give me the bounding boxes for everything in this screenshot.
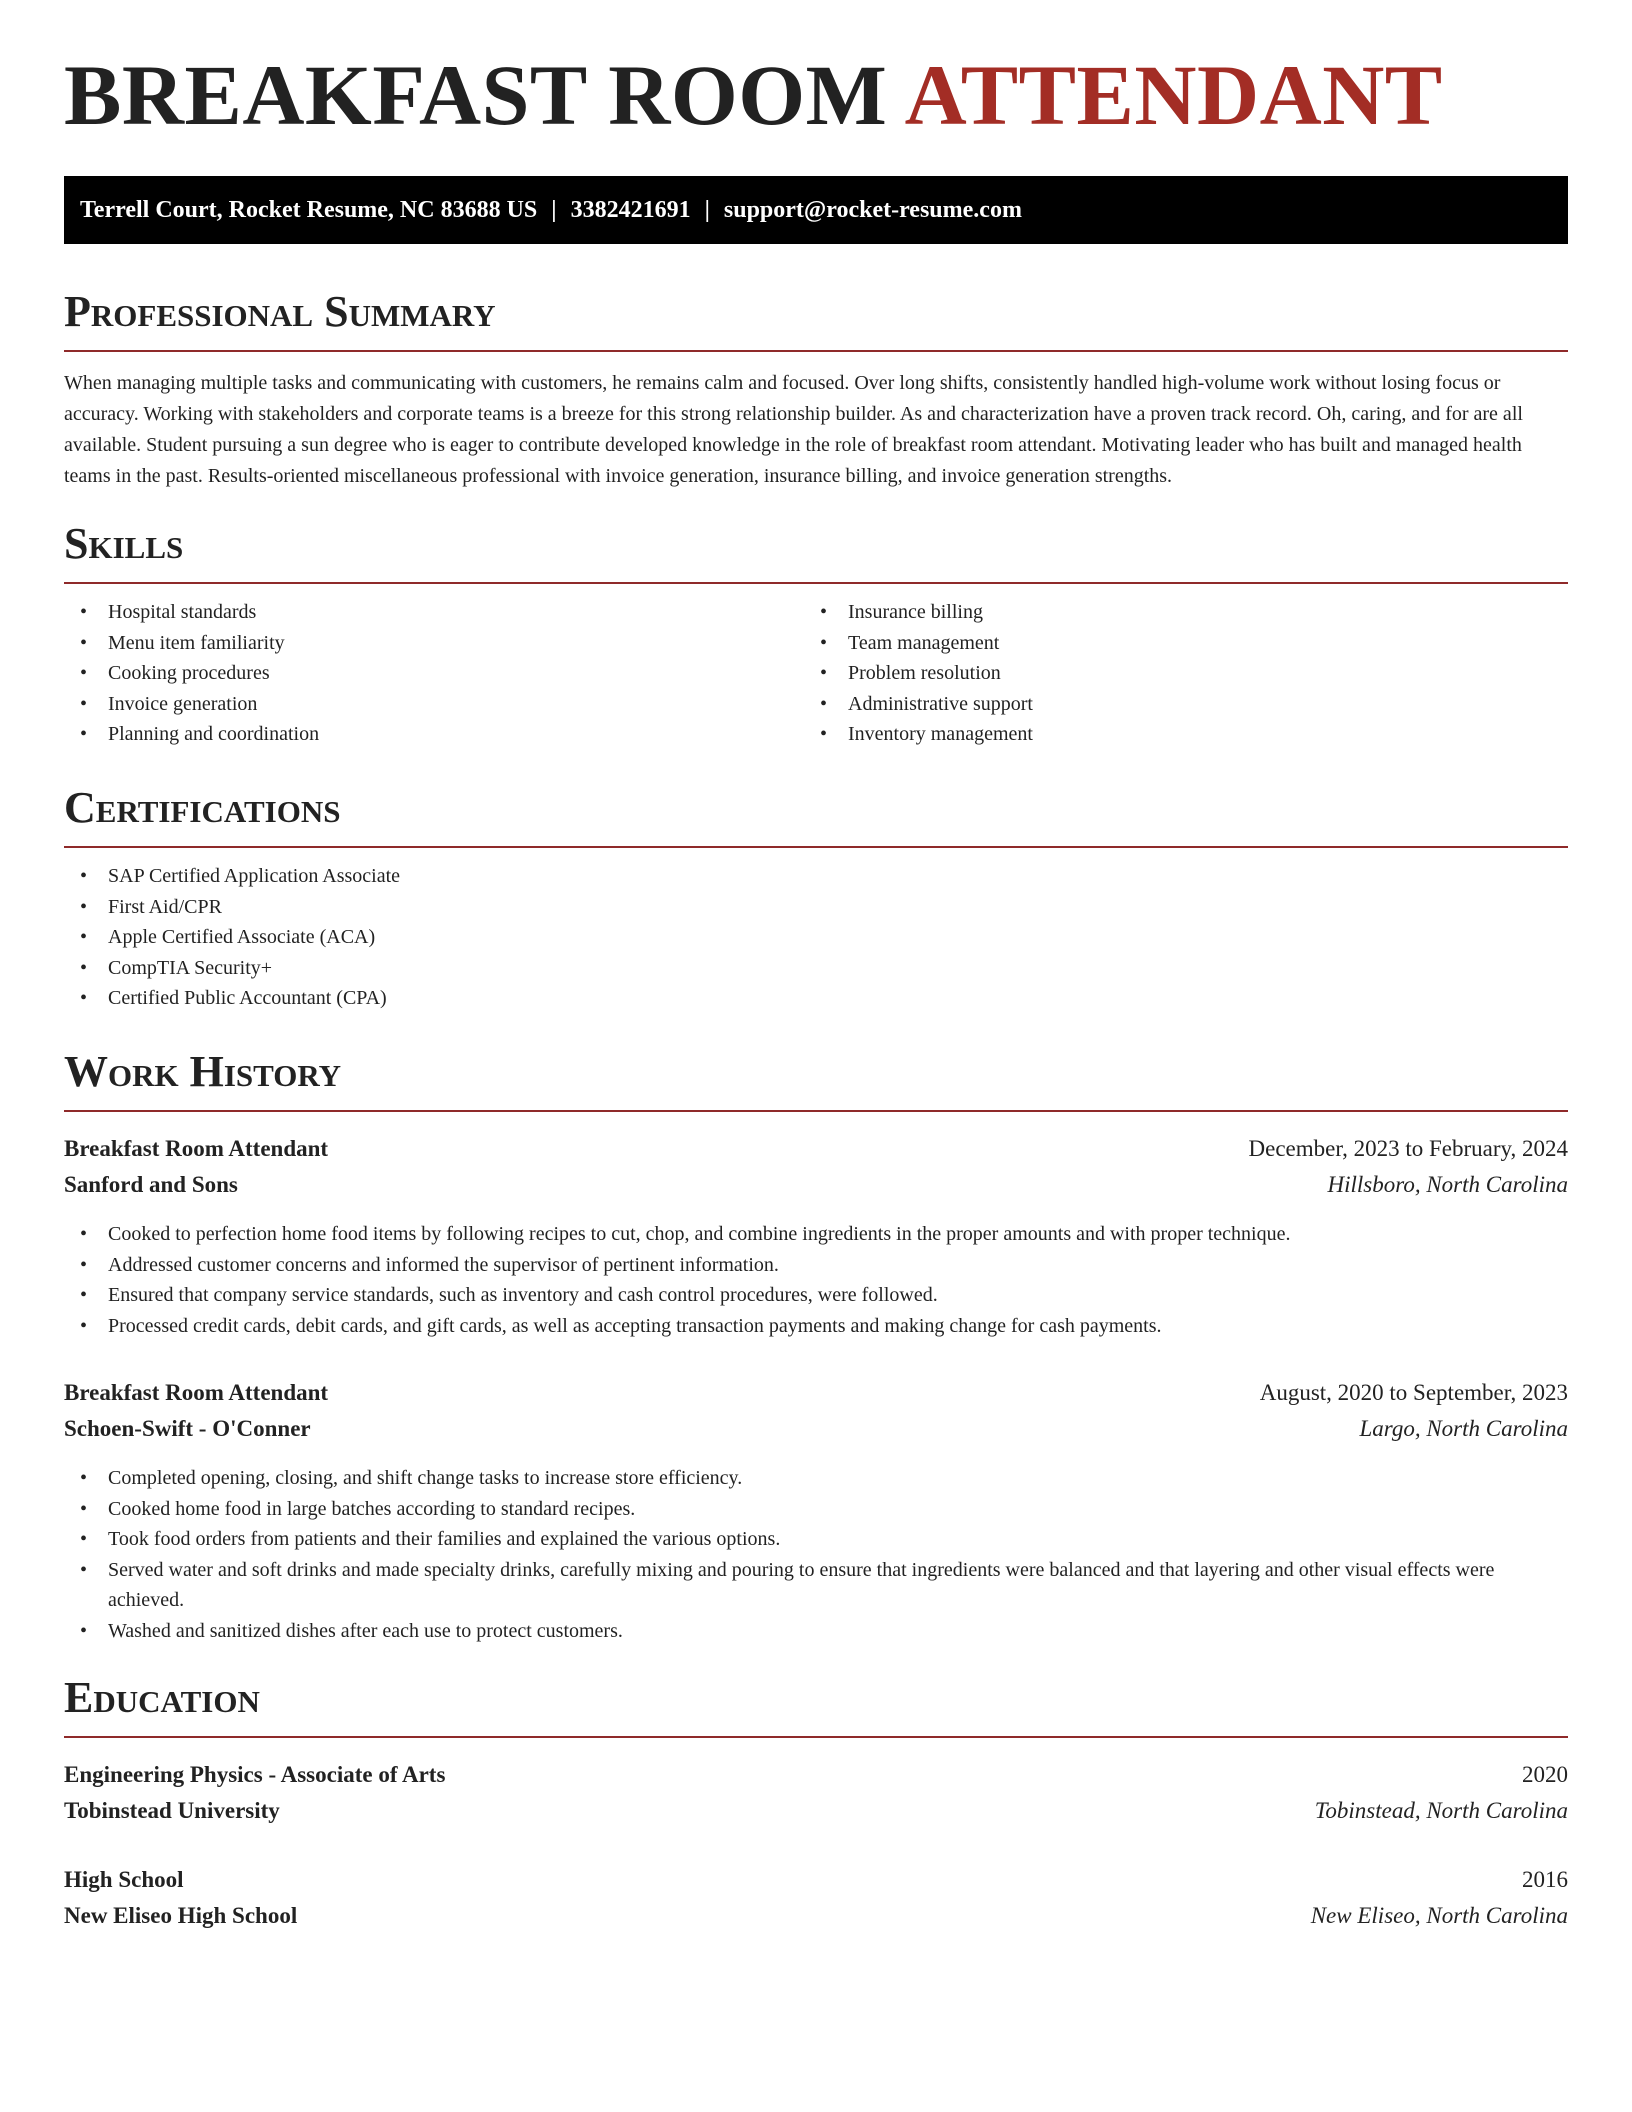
work-history-heading: Work History	[64, 1050, 1568, 1112]
summary-text: When managing multiple tasks and communicating with customers, he remains calm and focused. Over long shifts, consistently handled high-volume work without losing focus or accuracy. Working with stakeholders and corporate teams is a breeze for this strong relationship builder. As and characterization have a proven track record. Oh, caring, and for are all available. Student pursuing a sun degree who is eager to contribute developed knowledge in the role of breakfast room attendant. Motivating leader who has built and managed health teams in the past. Results-oriented miscellaneous professional with invoice generation, insurance billing, and invoice generation strengths.	[64, 372, 1523, 487]
job-role: Breakfast Room Attendant	[64, 1380, 329, 1405]
education-school-row	[64, 1901, 1568, 1931]
job-bullet: • Washed and sanitized dishes after each use to protect customers.	[64, 1616, 1568, 1647]
job-company: Sanford and Sons	[64, 1172, 238, 1197]
job-role: Breakfast Room Attendant	[64, 1136, 329, 1161]
skill-item: • Cooking procedures	[64, 658, 784, 689]
job-bullet: • Addressed customer concerns and informed the supervisor of pertinent information.	[64, 1250, 1568, 1281]
certification-item: • Apple Certified Associate (ACA)	[64, 922, 1568, 953]
contact-address: Terrell Court, Rocket Resume, NC 83688 US	[80, 197, 538, 223]
education-header	[64, 1865, 1568, 1895]
education-heading: Education	[64, 1676, 1568, 1738]
job-bullet: • Cooked home food in large batches according to standard recipes.	[64, 1494, 1568, 1525]
summary-heading: Professional Summary	[64, 290, 1568, 352]
skills-heading: Skills	[64, 522, 1568, 584]
job-bullets	[64, 1463, 1568, 1646]
education-degree: Engineering Physics - Associate of Arts	[64, 1762, 446, 1787]
education-header	[64, 1760, 1568, 1790]
job-header	[64, 1134, 1568, 1164]
education-degree: High School	[64, 1867, 184, 1892]
contact-separator: |	[704, 197, 710, 223]
certification-item: • Certified Public Accountant (CPA)	[64, 983, 1568, 1014]
certification-item: • CompTIA Security+	[64, 953, 1568, 984]
job-location: Largo, North Carolina	[1359, 1416, 1568, 1441]
certifications-heading: Certifications	[64, 786, 1568, 848]
job-dates: August, 2020 to September, 2023	[1259, 1380, 1568, 1405]
contact-separator: |	[551, 197, 557, 223]
certification-item: • First Aid/CPR	[64, 892, 1568, 923]
education-location: Tobinstead, North Carolina	[1314, 1798, 1568, 1823]
education-year: 2016	[1522, 1867, 1568, 1892]
skills-list-left	[64, 597, 784, 750]
contact-email: support@rocket-resume.com	[723, 197, 1022, 223]
education-location: New Eliseo, North Carolina	[1310, 1903, 1568, 1928]
job-bullet: • Served water and soft drinks and made specialty drinks, carefully mixing and pouring to ensure that ingredients were balanced and that layering and other visual effects were achieved.	[64, 1555, 1568, 1616]
skill-item: • Menu item familiarity	[64, 628, 784, 659]
skill-item: • Administrative support	[804, 689, 1564, 720]
skill-item: • Planning and coordination	[64, 719, 784, 750]
education-year: 2020	[1522, 1762, 1568, 1787]
job-header	[64, 1378, 1568, 1408]
title-second-part: ATTENDANT	[904, 47, 1443, 143]
contact-phone: 3382421691	[570, 197, 691, 223]
job-bullet: • Ensured that company service standards, such as inventory and cash control procedures, were followed.	[64, 1280, 1568, 1311]
job-company: Schoen-Swift - O'Conner	[64, 1416, 311, 1441]
job-bullets	[64, 1219, 1568, 1341]
skill-item: • Hospital standards	[64, 597, 784, 628]
job-bullet: • Completed opening, closing, and shift change tasks to increase store efficiency.	[64, 1463, 1568, 1494]
skill-item: • Team management	[804, 628, 1564, 659]
job-bullet: • Took food orders from patients and their families and explained the various options.	[64, 1524, 1568, 1555]
contact-bar	[64, 176, 1568, 244]
certification-item: • SAP Certified Application Associate	[64, 861, 1568, 892]
skill-item: • Invoice generation	[64, 689, 784, 720]
resume-title	[64, 47, 1443, 143]
education-school: Tobinstead University	[64, 1798, 280, 1823]
skill-item: • Inventory management	[804, 719, 1564, 750]
certifications-list	[64, 861, 1568, 1014]
job-bullet: • Processed credit cards, debit cards, and gift cards, as well as accepting transaction payments and making change for cash payments.	[64, 1311, 1568, 1342]
job-location: Hillsboro, North Carolina	[1327, 1172, 1568, 1197]
title-first-part: BREAKFAST ROOM	[64, 47, 888, 143]
education-school: New Eliseo High School	[64, 1903, 298, 1928]
education-school-row	[64, 1796, 1568, 1826]
skill-item: • Insurance billing	[804, 597, 1564, 628]
job-bullet: • Cooked to perfection home food items by following recipes to cut, chop, and combine ingredients in the proper amounts and with proper technique.	[64, 1219, 1568, 1250]
job-company-row	[64, 1414, 1568, 1444]
skills-list-right	[804, 597, 1564, 750]
job-company-row	[64, 1170, 1568, 1200]
job-dates: December, 2023 to February, 2024	[1248, 1136, 1568, 1161]
skill-item: • Problem resolution	[804, 658, 1564, 689]
